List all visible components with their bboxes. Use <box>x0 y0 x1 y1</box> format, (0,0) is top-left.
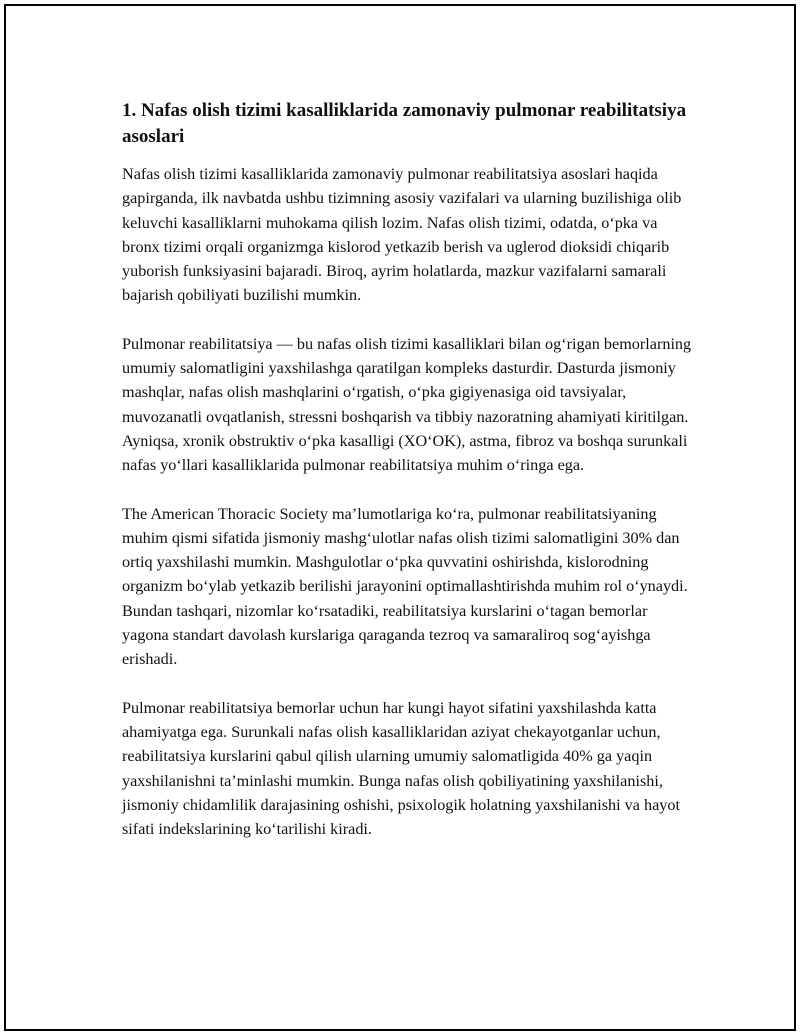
section-title: 1. Nafas olish tizimi kasalliklarida zamonaviy pulmonar reabilitatsiya asoslari <box>122 100 687 147</box>
paragraph-3: The American Thoracic Society ma’lumotlariga ko‘ra, pulmonar reabilitatsiyaning muhim qismi sifatida jismoniy mashg‘ulotlar nafas olish tizimi salomatligini 30% dan ortiq yaxshilashi mumkin. Mashgulotlar o‘pka quvvatini oshirishda, kislorodning organizm bo‘ylab yetkazib berilishi jarayonini optimallashtirishda muhim rol o‘ynaydi. Bundan tashqari, nizomlar ko‘rsatadiki, reabilitatsiya kurslarini o‘tagan bemorlar yagona standart davolash kurslariga qaraganda tezroq va samaraliroq sog‘ayishga erishadi. <box>122 504 688 669</box>
page-frame <box>4 4 796 1031</box>
document-body <box>122 98 696 865</box>
paragraph-4: Pulmonar reabilitatsiya bemorlar uchun har kungi hayot sifatini yaxshilashda katta ahamiyatga ega. Surunkali nafas olish kasalliklaridan aziyat chekayotganlar uchun, reabilitatsiya kurslarini qabul qilish ularning umumiy salomatligida 40% ga yaqin yaxshilanishni ta’minlashi mumkin. Bunga nafas olish qobiliyatining yaxshilanishi, jismoniy chidamlilik darajasining oshishi, psixologik holatning yaxshilanishi va hayot sifati indekslarining ko‘tarilishi kiradi. <box>122 698 680 839</box>
paragraph-2: Pulmonar reabilitatsiya — bu nafas olish tizimi kasalliklari bilan og‘rigan bemorlarning umumiy salomatligini yaxshilashga qaratilgan kompleks dasturdir. Dasturda jismoniy mashqlar, nafas olish mashqlarini o‘rgatish, o‘pka gigiyenasiga oid tavsiyalar, muvozanatli ovqatlanish, stressni boshqarish va tibbiy nazoratning ahamiyati kiritilgan. Ayniqsa, xronik obstruktiv o‘pka kasalligi (XO‘OK), astma, fibroz va boshqa surunkali nafas yo‘llari kasalliklarida pulmonar reabilitatsiya muhim o‘ringa ega. <box>122 334 692 475</box>
paragraph-1: Nafas olish tizimi kasalliklarida zamonaviy pulmonar reabilitatsiya asoslari haqida gapirganda, ilk navbatda ushbu tizimning asosiy vazifalari va ularning buzilishiga olib keluvchi kasalliklarni muhokama qilish lozim. Nafas olish tizimi, odatda, o‘pka va bronx tizimi orqali organizmga kislorod yetkazib berish va uglerod dioksidi chiqarib yuborish funksiyasini bajaradi. Biroq, ayrim holatlarda, mazkur vazifalarni samarali bajarish qobiliyati buzilishi mumkin. <box>122 165 682 305</box>
